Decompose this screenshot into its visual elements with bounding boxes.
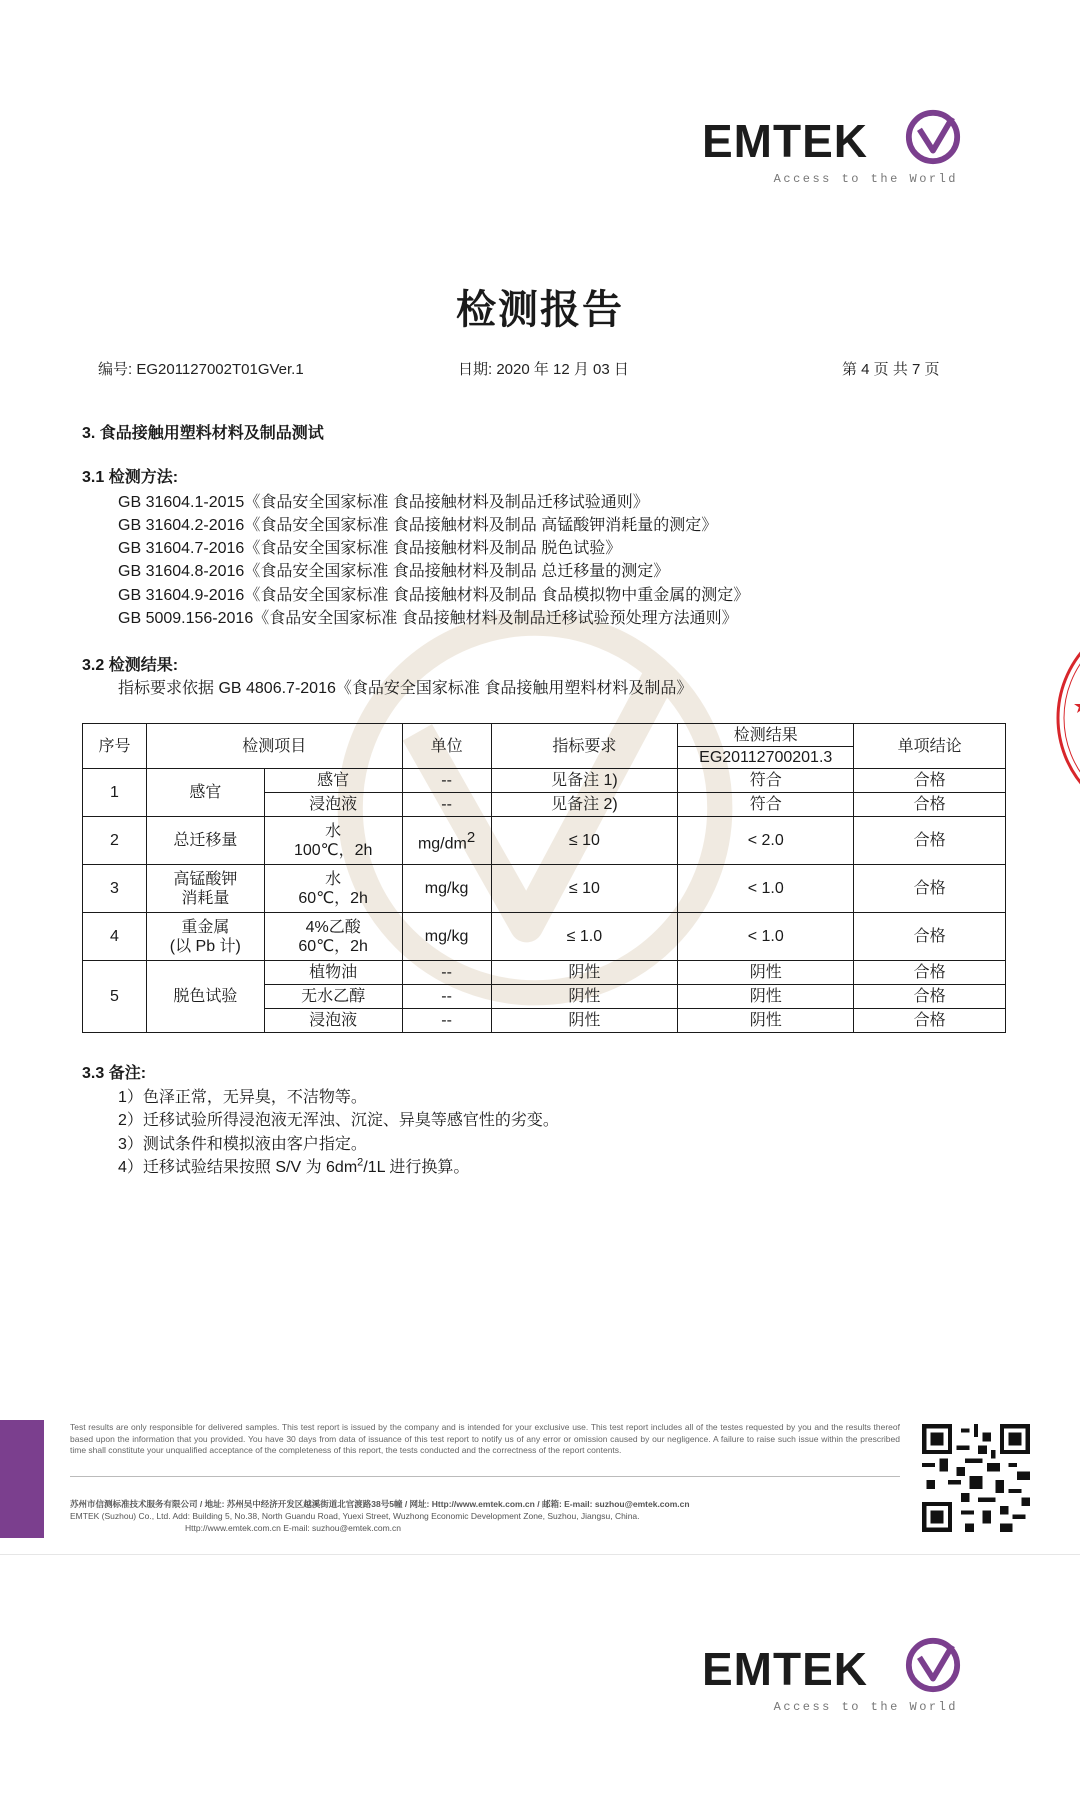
- header-requirement: 指标要求: [491, 724, 678, 769]
- logo-wordmark: EMTEK: [702, 115, 868, 167]
- method-item: GB 31604.9-2016《食品安全国家标准 食品接触材料及制品 食品模拟物中重金属的测定》: [118, 587, 750, 604]
- emtek-logo: [702, 1634, 962, 1724]
- footer-web: Http://www.emtek.com.cn E-mail: suzhou@emtek.com.cn: [185, 1523, 401, 1533]
- table-row: 浸泡液 -- 阴性 阴性 合格: [83, 1009, 1006, 1033]
- header-unit: 单位: [402, 724, 491, 769]
- page-number: 第 4 页 共 7 页: [842, 361, 940, 378]
- note-item: 1）色泽正常，无异臭，不洁物等。: [118, 1089, 367, 1106]
- logo-tagline: Access to the World: [773, 1700, 958, 1714]
- footer-brand-bar: [0, 1420, 44, 1538]
- method-item: GB 31604.2-2016《食品安全国家标准 食品接触材料及制品 高锰酸钾消耗量的测定》: [118, 517, 718, 534]
- table-row: 1 感官 感官 -- 见备注 1) 符合 合格: [83, 769, 1006, 793]
- methods-heading: 3.1 检测方法:: [82, 469, 179, 486]
- table-row: 浸泡液 -- 见备注 2) 符合 合格: [83, 793, 1006, 817]
- notes-heading: 3.3 备注:: [82, 1065, 147, 1082]
- report-number: 编号: EG201127002T01GVer.1: [98, 361, 304, 378]
- page-title: 检测报告: [456, 287, 624, 333]
- table-row: 3 高锰酸钾 消耗量 水 60℃，2h mg/kg ≤ 10 < 1.0 合格: [83, 865, 1006, 913]
- note-item: 4）迁移试验结果按照 S/V 为 $6dm^2/1L$ 进行换算。: [118, 1156, 470, 1176]
- emtek-logo-icon: [904, 108, 962, 166]
- address-en: EMTEK (Suzhou) Co., Ltd. Add: Building 5, No.38, North Guandu Road, Yuexi Street, Wuzhong Economic Development Zone, Suzhou, Jiangsu, China.: [70, 1511, 640, 1521]
- emtek-logo-icon: [904, 1636, 962, 1694]
- address-cn: 苏州市信测标准技术服务有限公司 / 地址: 苏州吴中经济开发区越溪街道北官渡路38号5幢 / 网址: Http://www.emtek.com.cn / 邮箱: E-mail: suzhou@emtek.com.cn: [70, 1499, 690, 1509]
- method-item: GB 5009.156-2016《食品安全国家标准 食品接触材料及制品迁移试验预处理方法通则》: [118, 610, 738, 627]
- footer-disclaimer: Test results are only responsible for delivered samples. This test report is issued by the company and is intended for your exclusive use. This test report includes all of the testes requested by you and the results thereof based upon the information that you provided. You have 30 days from data of issuance of this test report to notify us of any error or omission caused by our negligence. A failure to raise such issue within the prescribed time shall constitute your unqualified acceptance of the completeness of this report, the tests conducted and the correctness of the report contents.: [70, 1422, 900, 1455]
- footer-address: [70, 1498, 900, 1534]
- header-sample-id: EG20112700201.3: [678, 747, 854, 769]
- results-heading: 3.2 检测结果:: [82, 657, 179, 674]
- results-table: [82, 723, 1006, 1033]
- next-page-preview: [0, 1556, 1080, 1794]
- header-item: 检测项目: [146, 724, 402, 769]
- logo-tagline: Access to the World: [773, 172, 958, 186]
- note-item: 2）迁移试验所得浸泡液无浑浊、沉淀、异臭等感官性的劣变。: [118, 1112, 559, 1129]
- table-header-row: [83, 724, 1006, 747]
- results-basis: 指标要求依据 GB 4806.7-2016《食品安全国家标准 食品接触用塑料材料及制品》: [118, 680, 693, 697]
- header-no: 序号: [83, 724, 147, 769]
- method-item: GB 31604.7-2016《食品安全国家标准 食品接触材料及制品 脱色试验》: [118, 540, 622, 557]
- method-item: GB 31604.1-2015《食品安全国家标准 食品接触材料及制品迁移试验通则》: [118, 494, 649, 511]
- stamp-icon: [1052, 608, 1080, 828]
- emtek-logo: [702, 106, 962, 196]
- report-page: [0, 28, 1080, 1555]
- table-row: 2 总迁移量 水 100℃，2h $mg/dm^2$ ≤ 10 < 2.0 合格: [83, 817, 1006, 865]
- logo-wordmark: EMTEK: [702, 1643, 868, 1695]
- section-heading: 3. 食品接触用塑料材料及制品测试: [82, 425, 324, 442]
- table-row: 无水乙醇 -- 阴性 阴性 合格: [83, 985, 1006, 1009]
- table-row: 4 重金属 (以 Pb 计) 4%乙酸 60℃，2h mg/kg ≤ 1.0 < 1.0 合格: [83, 913, 1006, 961]
- qr-code-icon: [922, 1424, 1030, 1532]
- note-item: 3）测试条件和模拟液由客户指定。: [118, 1136, 367, 1153]
- header-conclusion: 单项结论: [854, 724, 1006, 769]
- table-row: 5 脱色试验 植物油 -- 阴性 阴性 合格: [83, 961, 1006, 985]
- header-result: 检测结果: [678, 724, 854, 747]
- method-item: GB 31604.8-2016《食品安全国家标准 食品接触材料及制品 总迁移量的测定》: [118, 563, 670, 580]
- report-date: 日期: 2020 年 12 月 03 日: [458, 361, 629, 378]
- footer-divider: [70, 1476, 900, 1477]
